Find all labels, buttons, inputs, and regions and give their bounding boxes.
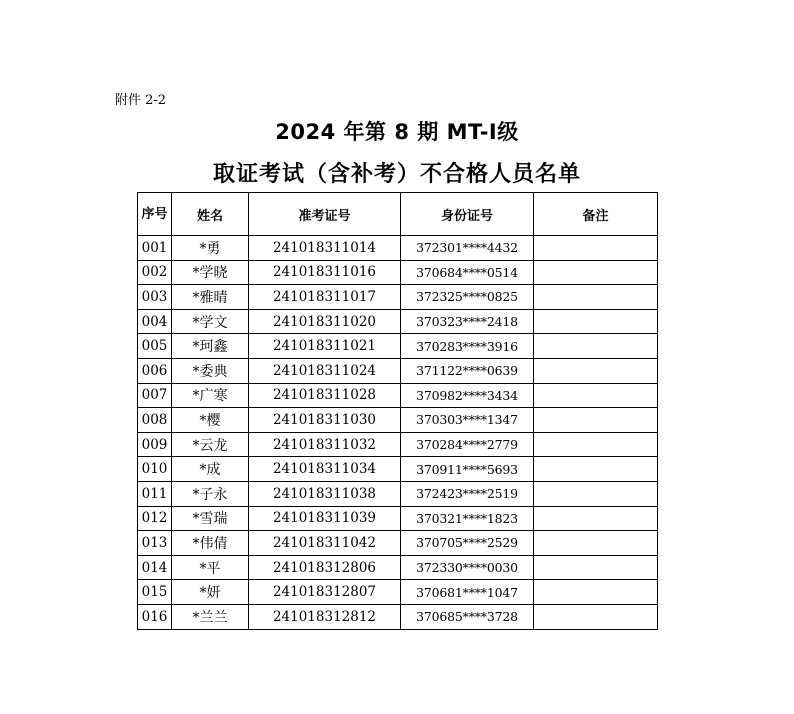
cell-exam-number: 241018311017 (249, 285, 401, 310)
attachment-label: 附件 2-2 (115, 93, 167, 108)
cell-id-number: 372325****0825 (401, 285, 534, 310)
cell-name: *广寒 (172, 383, 249, 408)
table-row (138, 432, 658, 457)
cell-exam-number: 241018311021 (249, 334, 401, 359)
cell-remark (534, 358, 658, 383)
header-id-number: 身份证号 (401, 193, 534, 236)
cell-exam-number: 241018311038 (249, 481, 401, 506)
table-row (138, 260, 658, 285)
cell-remark (534, 506, 658, 531)
header-name: 姓名 (172, 193, 249, 236)
table-row (138, 604, 658, 629)
table-row (138, 309, 658, 334)
cell-name: *兰兰 (172, 604, 249, 629)
cell-seq: 014 (138, 555, 172, 580)
table-header-row (138, 193, 658, 236)
cell-name: *平 (172, 555, 249, 580)
cell-exam-number: 241018311028 (249, 383, 401, 408)
cell-seq: 013 (138, 531, 172, 556)
table-row (138, 457, 658, 482)
cell-name: *云龙 (172, 432, 249, 457)
cell-seq: 005 (138, 334, 172, 359)
cell-name: *学文 (172, 309, 249, 334)
page-title: 2024 年第 8 期 MT-Ⅰ级 (275, 120, 519, 144)
cell-name: *妍 (172, 580, 249, 605)
page-subtitle: 取证考试（含补考）不合格人员名单 (212, 162, 581, 187)
cell-exam-number: 241018312806 (249, 555, 401, 580)
cell-exam-number: 241018311032 (249, 432, 401, 457)
cell-remark (534, 531, 658, 556)
table-row (138, 481, 658, 506)
cell-remark (534, 260, 658, 285)
cell-remark (534, 580, 658, 605)
table-row (138, 236, 658, 261)
cell-name: *珂鑫 (172, 334, 249, 359)
cell-exam-number: 241018311039 (249, 506, 401, 531)
header-exam-number: 准考证号 (249, 193, 401, 236)
table-row (138, 555, 658, 580)
cell-exam-number: 241018311030 (249, 408, 401, 433)
cell-id-number: 370681****1047 (401, 580, 534, 605)
cell-name: *成 (172, 457, 249, 482)
cell-seq: 001 (138, 236, 172, 261)
cell-id-number: 370982****3434 (401, 383, 534, 408)
cell-id-number: 370321****1823 (401, 506, 534, 531)
table-row (138, 408, 658, 433)
cell-seq: 010 (138, 457, 172, 482)
cell-id-number: 370705****2529 (401, 531, 534, 556)
cell-name: *雅晴 (172, 285, 249, 310)
cell-name: *勇 (172, 236, 249, 261)
cell-remark (534, 604, 658, 629)
cell-exam-number: 241018311024 (249, 358, 401, 383)
cell-id-number: 370283****3916 (401, 334, 534, 359)
table-row (138, 531, 658, 556)
cell-seq: 009 (138, 432, 172, 457)
cell-id-number: 372301****4432 (401, 236, 534, 261)
cell-remark (534, 432, 658, 457)
cell-remark (534, 408, 658, 433)
cell-seq: 006 (138, 358, 172, 383)
cell-id-number: 370685****3728 (401, 604, 534, 629)
cell-id-number: 372330****0030 (401, 555, 534, 580)
cell-exam-number: 241018312807 (249, 580, 401, 605)
cell-exam-number: 241018311020 (249, 309, 401, 334)
table-row (138, 334, 658, 359)
cell-seq: 012 (138, 506, 172, 531)
cell-remark (534, 457, 658, 482)
table-row (138, 580, 658, 605)
cell-id-number: 370911****5693 (401, 457, 534, 482)
cell-id-number: 370323****2418 (401, 309, 534, 334)
cell-id-number: 370303****1347 (401, 408, 534, 433)
cell-remark (534, 481, 658, 506)
cell-seq: 015 (138, 580, 172, 605)
cell-exam-number: 241018311042 (249, 531, 401, 556)
cell-remark (534, 383, 658, 408)
cell-exam-number: 241018311014 (249, 236, 401, 261)
cell-name: *子永 (172, 481, 249, 506)
cell-remark (534, 285, 658, 310)
cell-exam-number: 241018312812 (249, 604, 401, 629)
cell-exam-number: 241018311016 (249, 260, 401, 285)
table-row (138, 285, 658, 310)
header-remark: 备注 (534, 193, 658, 236)
cell-id-number: 371122****0639 (401, 358, 534, 383)
cell-exam-number: 241018311034 (249, 457, 401, 482)
cell-seq: 008 (138, 408, 172, 433)
table-row (138, 383, 658, 408)
cell-remark (534, 236, 658, 261)
cell-id-number: 370284****2779 (401, 432, 534, 457)
cell-id-number: 372423****2519 (401, 481, 534, 506)
table-row (138, 358, 658, 383)
failed-candidates-table (137, 192, 658, 630)
cell-seq: 011 (138, 481, 172, 506)
cell-seq: 004 (138, 309, 172, 334)
cell-name: *学晓 (172, 260, 249, 285)
cell-seq: 007 (138, 383, 172, 408)
cell-remark (534, 334, 658, 359)
cell-id-number: 370684****0514 (401, 260, 534, 285)
cell-seq: 016 (138, 604, 172, 629)
cell-seq: 003 (138, 285, 172, 310)
cell-name: *樱 (172, 408, 249, 433)
cell-remark (534, 309, 658, 334)
cell-name: *伟倩 (172, 531, 249, 556)
cell-name: *雪瑞 (172, 506, 249, 531)
header-seq: 序号 (138, 193, 172, 236)
cell-remark (534, 555, 658, 580)
table-row (138, 506, 658, 531)
table-body (138, 236, 658, 630)
cell-seq: 002 (138, 260, 172, 285)
cell-name: *委典 (172, 358, 249, 383)
